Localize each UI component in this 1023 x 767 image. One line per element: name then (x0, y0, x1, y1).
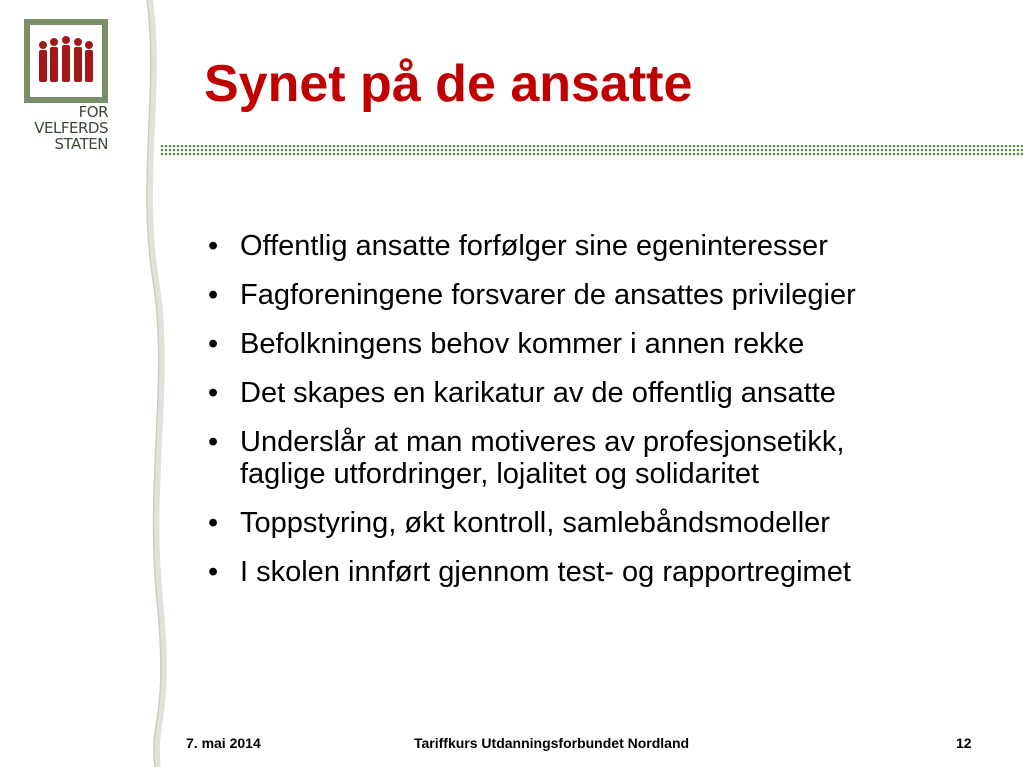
bullet-text: Fagforeningene forsvarer de ansattes privilegier (240, 279, 856, 311)
logo-emblem (24, 19, 108, 103)
logo-text-line: VELFERDS (34, 119, 108, 137)
bullet-dot-icon: • (208, 426, 219, 458)
people-figures-icon (30, 25, 102, 97)
dotted-divider (160, 144, 1023, 160)
bullet-dot-icon: • (208, 507, 219, 539)
logo-wordmark (24, 104, 108, 152)
bullet-text: Befolkningens behov kommer i annen rekke (240, 328, 805, 360)
bullet-item (208, 426, 1018, 490)
bullet-text-continuation: faglige utfordringer, lojalitet og solidaritet (240, 458, 760, 490)
bullet-item (208, 377, 1018, 409)
bullet-item (208, 279, 1018, 311)
slide-title: Synet på de ansatte (204, 55, 693, 113)
logo-text-line: FOR (78, 103, 108, 121)
bullet-item (208, 556, 1018, 588)
bullet-dot-icon: • (208, 377, 219, 409)
bullet-dot-icon: • (208, 556, 219, 588)
footer-course-title: Tariffkurs Utdanningsforbundet Nordland (414, 735, 690, 751)
bullet-item (208, 230, 1018, 262)
logo-text-line: STATEN (54, 135, 108, 153)
bullet-dot-icon: • (208, 328, 219, 360)
bullet-text: I skolen innført gjennom test- og rapportregimet (240, 556, 851, 588)
bullet-text: Offentlig ansatte forfølger sine egeninteresser (240, 230, 828, 262)
bullet-text: Det skapes en karikatur av de offentlig ansatte (240, 377, 836, 409)
bullet-item (208, 328, 1018, 360)
slide-number: 12 (956, 735, 972, 751)
bullet-item (208, 507, 1018, 539)
bullet-text: Underslår at man motiveres av profesjonsetikk, (240, 426, 845, 458)
bullet-dot-icon: • (208, 230, 219, 262)
bullet-list (208, 230, 1018, 605)
footer-date: 7. mai 2014 (186, 735, 261, 751)
bullet-dot-icon: • (208, 279, 219, 311)
bullet-text: Toppstyring, økt kontroll, samlebåndsmodeller (240, 507, 830, 539)
